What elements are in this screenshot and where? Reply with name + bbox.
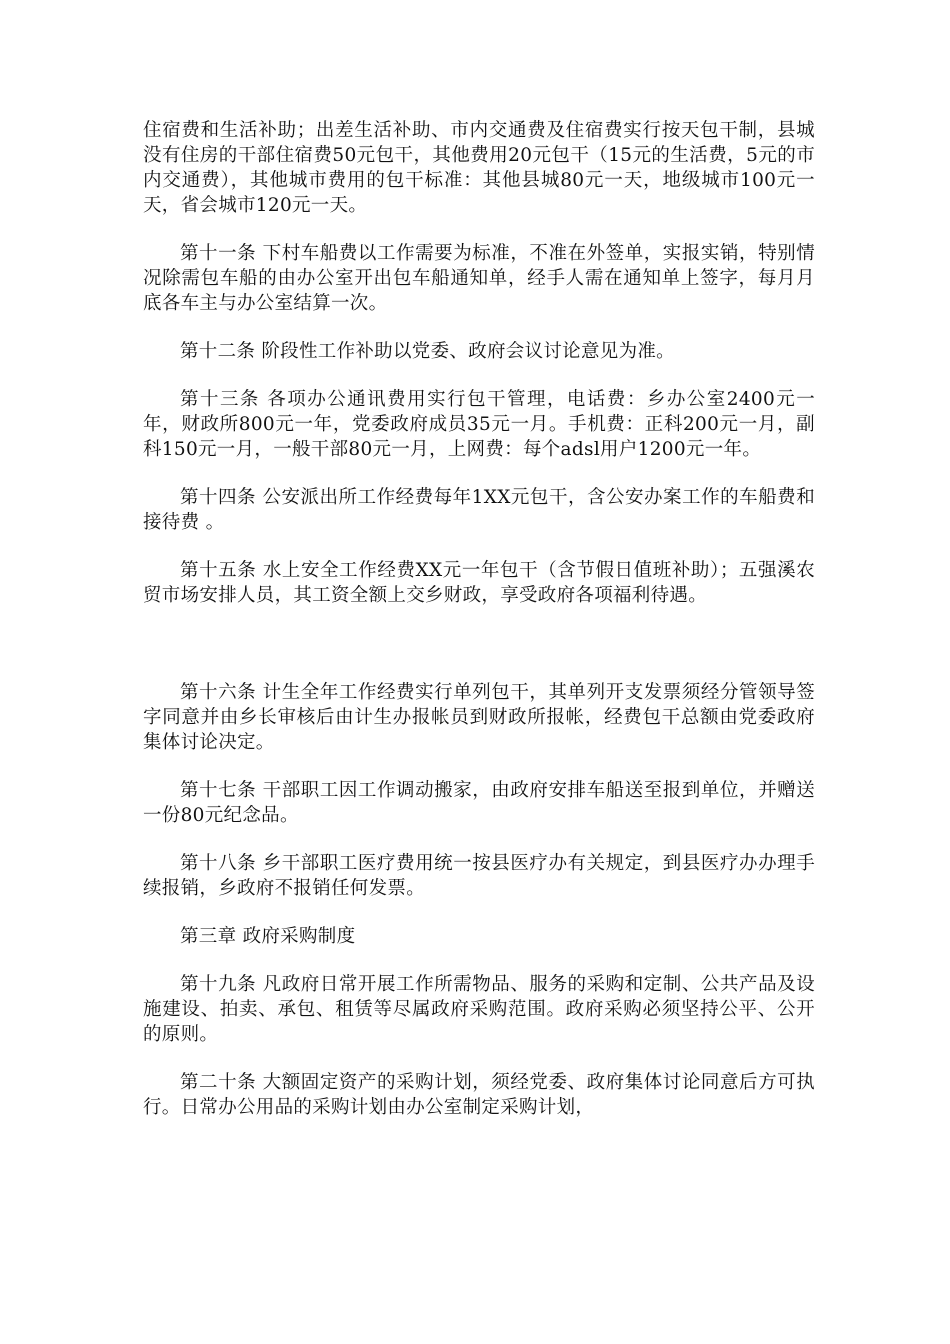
paragraph-article-16: 第十六条 计生全年工作经费实行单列包干，其单列开支发票须经分管领导签字同意并由乡长审核后由计生办报帐员到财政所报帐，经费包干总额由党委政府集体讨论决定。 <box>143 682 815 753</box>
paragraph-article-18: 第十八条 乡干部职工医疗费用统一按县医疗办有关规定，到县医疗办办理手续报销，乡政府不报销任何发票。 <box>143 853 815 899</box>
paragraph-article-19: 第十九条 凡政府日常开展工作所需物品、服务的采购和定制、公共产品及设施建设、拍卖、承包、租赁等尽属政府采购范围。政府采购必须坚持公平、公开的原则。 <box>143 974 815 1045</box>
paragraph-article-12: 第十二条 阶段性工作补助以党委、政府会议讨论意见为准。 <box>180 341 675 362</box>
paragraph-article-11: 第十一条 下村车船费以工作需要为标准，不准在外签单，实报实销，特别情况除需包车船的由办公室开出包车船通知单，经手人需在通知单上签字，每月月底各车主与办公室结算一次。 <box>143 243 815 314</box>
paragraph-lodging-allowance: 住宿费和生活补助；出差生活补助、市内交通费及住宿费实行按天包干制，县城没有住房的干部住宿费50元包干，其他费用20元包干（15元的生活费，5元的市内交通费），其他城市费用的包干标准：其他县城80元一天，地级城市100元一天，省会城市120元一天。 <box>143 120 815 216</box>
chapter-heading: 第三章 政府采购制度 <box>180 926 356 947</box>
paragraph-article-15: 第十五条 水上安全工作经费XX元一年包干（含节假日值班补助）；五强溪农贸市场安排人员，其工资全额上交乡财政，享受政府各项福利待遇。 <box>143 560 815 606</box>
document-body <box>143 118 815 1143</box>
paragraph-article-17: 第十七条 干部职工因工作调动搬家，由政府安排车船送至报到单位，并赠送一份80元纪念品。 <box>143 780 815 826</box>
paragraph-article-13: 第十三条 各项办公通讯费用实行包干管理，电话费：乡办公室2400元一年，财政所800元一年，党委政府成员35元一月。手机费：正科200元一月，副科150元一月，一般干部80元一月，上网费：每个adsl用户1200元一年。 <box>143 389 815 460</box>
paragraph-article-14: 第十四条 公安派出所工作经费每年1XX元包干，含公安办案工作的车船费和接待费 。 <box>143 487 815 533</box>
paragraph-article-20: 第二十条 大额固定资产的采购计划，须经党委、政府集体讨论同意后方可执行。日常办公用品的采购计划由办公室制定采购计划， <box>143 1072 815 1118</box>
